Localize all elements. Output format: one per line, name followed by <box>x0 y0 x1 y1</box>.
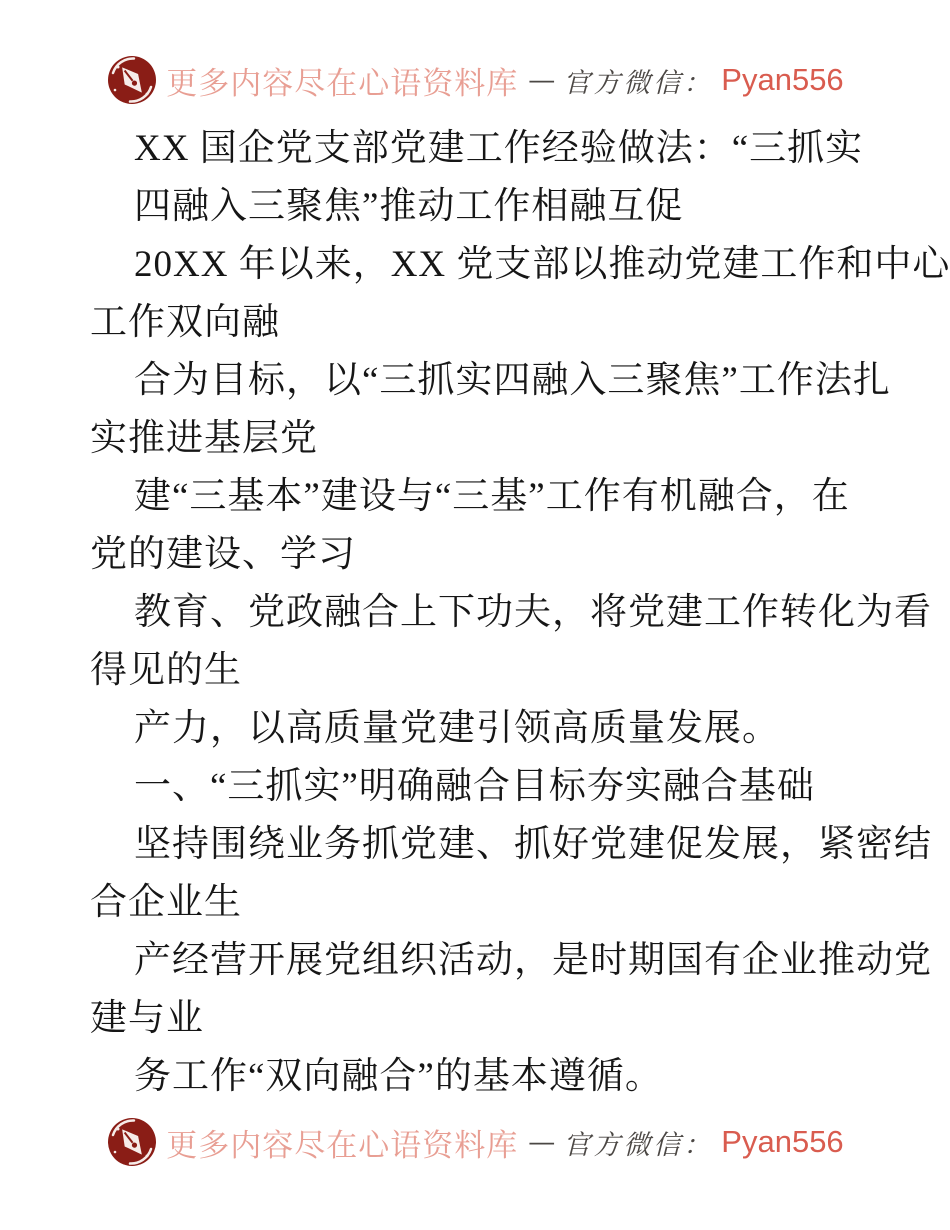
pen-logo-icon <box>106 54 158 106</box>
text-line: 务工作“双向融合”的基本遵循。 <box>134 1056 663 1097</box>
text-line: 四融入三聚焦”推动工作相融互促 <box>134 186 684 227</box>
watermark-wechat-label: 官方微信： <box>563 67 714 99</box>
watermark-dash: — <box>528 1126 556 1158</box>
watermark-wechat-account: Pyan556 <box>721 1124 844 1159</box>
pen-logo-icon <box>106 1116 158 1168</box>
watermark-brand-text: 更多内容尽在心语资料库 <box>166 1127 519 1163</box>
text-line: 20XX 年以来，XX 党支部以推动党建工作和中心 <box>134 244 950 285</box>
text-line: 坚持围绕业务抓党建、抓好党建促发展，紧密结 <box>134 824 932 865</box>
watermark-dash: — <box>528 64 556 96</box>
footer-watermark <box>0 1112 950 1172</box>
text-line: 合为目标，以“三抓实四融入三聚焦”工作法扎 <box>134 360 891 401</box>
text-line: 一、“三抓实”明确融合目标夯实融合基础 <box>134 766 815 807</box>
header-watermark <box>0 0 950 110</box>
text-line: 建“三基本”建设与“三基”工作有机融合，在 <box>134 476 850 517</box>
text-line: 合企业生 <box>90 882 242 923</box>
watermark-wechat-label: 官方微信： <box>563 1129 714 1161</box>
text-line: 得见的生 <box>90 650 242 691</box>
text-line: 产力，以高质量党建引领高质量发展。 <box>134 708 780 749</box>
text-line: 工作双向融 <box>90 302 280 343</box>
text-line: XX 国企党支部党建工作经验做法：“三抓实 <box>134 128 864 169</box>
text-line: 党的建设、学习 <box>90 534 356 575</box>
text-line: 教育、党政融合上下功夫，将党建工作转化为看 <box>134 592 932 633</box>
watermark-brand-text: 更多内容尽在心语资料库 <box>166 65 519 101</box>
watermark-wechat-account: Pyan556 <box>721 62 844 97</box>
text-line: 产经营开展党组织活动，是时期国有企业推动党 <box>134 940 932 981</box>
text-line: 建与业 <box>90 998 204 1039</box>
document-body <box>0 120 950 1106</box>
text-line: 实推进基层党 <box>90 418 318 459</box>
